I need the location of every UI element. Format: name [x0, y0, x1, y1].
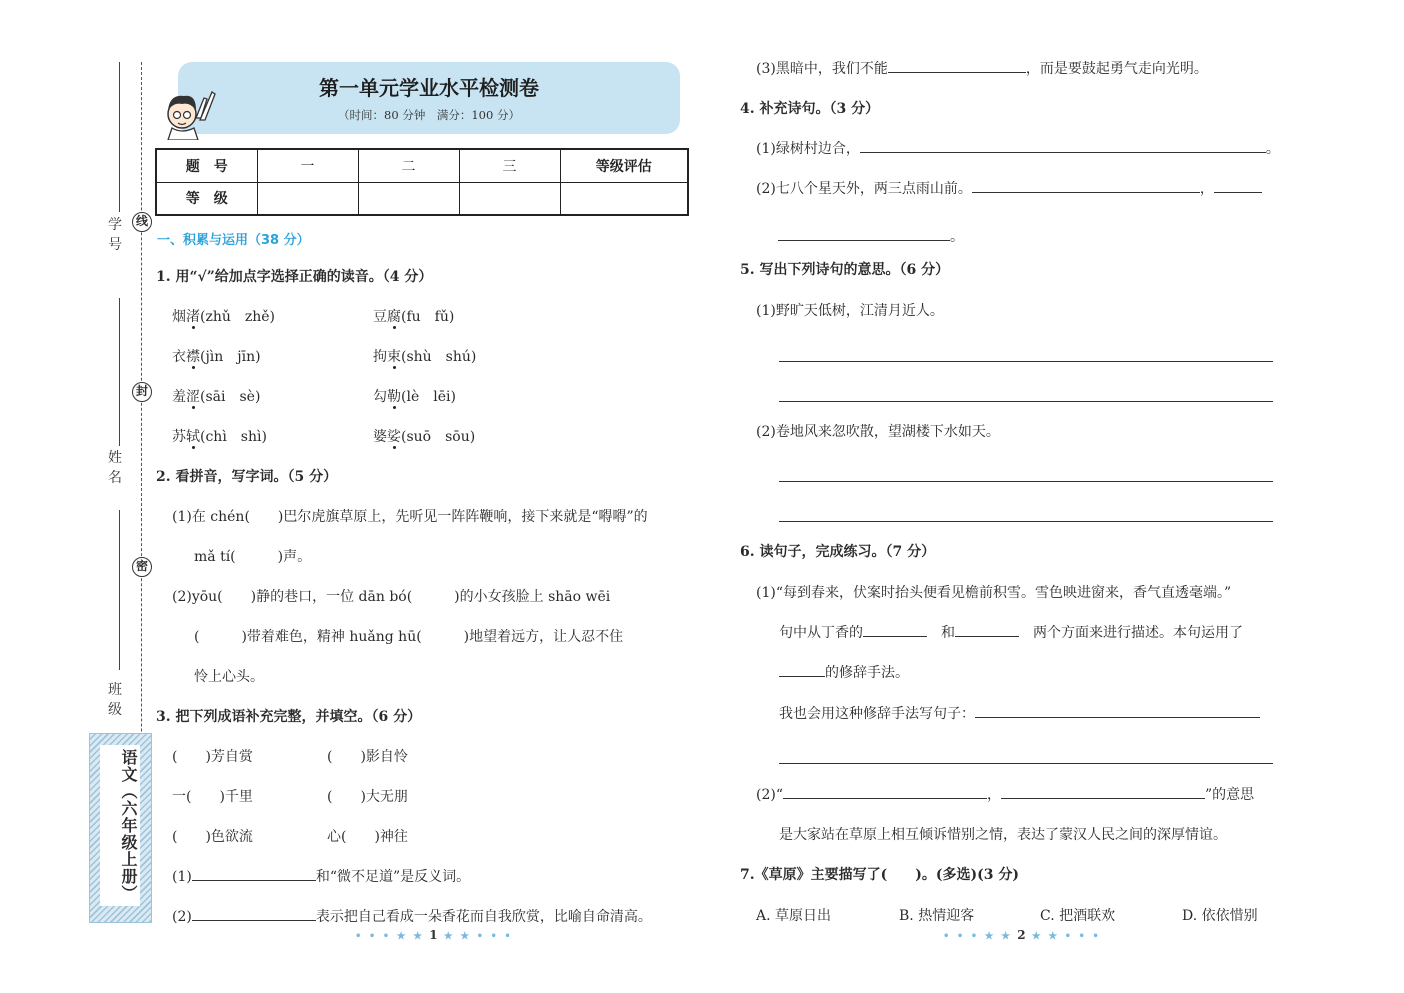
q1-item-pinyin[interactable]: (suō sōu): [401, 429, 476, 445]
q6-text: 的修辞手法。: [825, 665, 909, 681]
q6-text: ，: [987, 787, 1001, 803]
q1-item: [373, 347, 476, 367]
exam-title: 第一单元学业水平检测卷: [319, 76, 539, 100]
q1-item-dotted-char: 勒: [387, 389, 401, 405]
q1-item-char: 羞: [172, 389, 186, 405]
q1-item-dotted-char: 襟: [186, 349, 200, 365]
idiom-item[interactable]: 一( )千里: [172, 789, 253, 805]
q1-item-pinyin[interactable]: (sāi sè): [200, 389, 261, 405]
answer-line[interactable]: [779, 361, 1273, 362]
q1-item: [373, 427, 475, 447]
q1-item-char: 烟: [172, 309, 186, 325]
q1-item-char: 衣: [172, 349, 186, 365]
q4-sub-1: [756, 139, 1280, 159]
q1-item: [373, 307, 454, 327]
q6-text: 和: [941, 625, 955, 641]
q7-option-c[interactable]: C. 把酒联欢: [1040, 908, 1116, 924]
star-decoration: • • • ★ ★: [355, 931, 425, 942]
answer-line[interactable]: [779, 521, 1273, 522]
q1-item: [172, 347, 261, 367]
idiom-item[interactable]: 心( )神往: [327, 829, 408, 845]
question-7-title: 7.《草原》主要描写了( )。(多选)(3 分): [740, 867, 1019, 883]
q1-item-dotted-char: 腐: [387, 309, 401, 325]
grade-table: [155, 148, 689, 216]
q7-option-b[interactable]: B. 热情迎客: [899, 908, 975, 924]
q1-item-pinyin[interactable]: (fu fǔ): [401, 309, 455, 325]
idiom-item[interactable]: ( )芳自赏: [172, 749, 253, 765]
q3-sub-1-number: (1): [172, 869, 192, 885]
question-1-title: 1. 用“√”给加点字选择正确的读音。（4 分）: [156, 269, 433, 285]
q1-item-char: 拘: [373, 349, 387, 365]
q3-sub-3-text: ，而是要鼓起勇气走向光明。: [1025, 61, 1208, 77]
star-decoration: • • • ★ ★: [943, 931, 1013, 942]
section-title: 一、积累与运用（38 分）: [157, 233, 310, 248]
question-6-title: 6. 读句子，完成练习。（7 分）: [740, 544, 936, 560]
name-label: 姓 名: [108, 450, 122, 486]
q1-item-pinyin[interactable]: (shù shú): [401, 349, 477, 365]
page-footer-2: [943, 928, 1101, 942]
q3-sub-1-text: 和“微不足道”是反义词。: [315, 869, 471, 885]
q1-item-pinyin[interactable]: (lè lēi): [401, 389, 456, 405]
answer-blank[interactable]: [783, 785, 987, 799]
q6-text: 我也会用这种修辞手法写句子：: [779, 706, 975, 722]
q6-sub-1-quote: (1)“每到春来，伏案时抬头便看见檐前积雪。雪色映进窗来，香气直透毫端。”: [756, 585, 1232, 601]
grade-input-cell[interactable]: [358, 182, 459, 215]
grade-input-cell[interactable]: [257, 182, 358, 215]
page-number: 1: [429, 928, 439, 942]
question-3-title: 3. 把下列成语补充完整，并填空。（6 分）: [156, 709, 422, 725]
q2-line: (1)在 chén( )巴尔虎旗草原上，先听见一阵阵鞭响，接下来就是“嘚嘚”的: [172, 509, 648, 525]
q1-item-pinyin[interactable]: (jìn jīn): [200, 349, 261, 365]
q3-sub-2: [172, 907, 652, 927]
q1-item-pinyin[interactable]: (zhǔ zhě): [200, 309, 276, 325]
q3-sub-2-text: 表示把自己看成一朵香花而自我欣赏，比喻自命清高。: [315, 909, 652, 925]
q4-sub-2: [756, 179, 1262, 199]
table-cell: 等级评估: [560, 149, 688, 182]
margin-line: [119, 62, 120, 212]
q5-sub-1: (1)野旷天低树，江清月近人。: [756, 303, 944, 319]
q2-line: (2)yōu( )静的巷口，一位 dān bó( )的小女孩脸上 shāo wēi: [172, 589, 611, 605]
q7-option-a[interactable]: A. 草原日出: [756, 908, 832, 924]
answer-blank[interactable]: [192, 907, 316, 921]
q3-sub-2-number: (2): [172, 909, 192, 925]
q5-sub-2: (2)卷地风来忽吹散，望湖楼下水如天。: [756, 424, 1000, 440]
answer-blank[interactable]: [1214, 179, 1262, 193]
answer-line[interactable]: [779, 763, 1273, 764]
q4-sub-2-cont: [778, 227, 964, 247]
q3-sub-3-text: (3)黑暗中，我们不能: [756, 61, 888, 77]
q6-text: ”的意思: [1205, 787, 1255, 803]
margin-line: [119, 510, 120, 670]
q1-item: [172, 307, 275, 327]
grade-input-cell[interactable]: [459, 182, 560, 215]
q4-sub-2-text: (2)七八个星天外，两三点雨山前。: [756, 181, 972, 197]
q6-text: 句中从丁香的: [779, 625, 863, 641]
star-decoration: ★ ★ • • •: [1031, 931, 1101, 942]
q1-item: [172, 387, 260, 407]
q1-item-char: 婆: [373, 429, 387, 445]
answer-blank[interactable]: [975, 704, 1260, 718]
answer-blank[interactable]: [778, 227, 950, 241]
q1-item-dotted-char: 轼: [186, 429, 200, 445]
answer-blank[interactable]: [779, 663, 825, 677]
idiom-item[interactable]: ( )大无朋: [327, 789, 408, 805]
q1-item: [172, 427, 267, 447]
answer-blank[interactable]: [955, 623, 1019, 637]
q6-sub-1-line: [779, 663, 909, 683]
exam-subtitle: （时间：80 分钟 满分：100 分）: [338, 108, 520, 122]
q4-sub-2-comma: ，: [1199, 181, 1214, 197]
question-5-title: 5. 写出下列诗句的意思。（6 分）: [740, 262, 950, 278]
table-cell: 三: [459, 149, 560, 182]
subject-label: 语文（六年级上册）: [100, 745, 140, 906]
q1-item: [373, 387, 456, 407]
q1-item-dotted-char: 娑: [387, 429, 401, 445]
table-cell: 一: [257, 149, 358, 182]
q6-sub-1-line: [779, 623, 1243, 643]
page-number: 2: [1017, 928, 1027, 942]
q2-line: 怜上心头。: [194, 669, 264, 685]
q4-sub-1-end: 。: [1265, 141, 1280, 157]
table-row: [156, 182, 688, 215]
bind-mark-line: 线: [132, 212, 152, 232]
q6-sub-2-line: [756, 785, 1254, 805]
q1-item-char: 勾: [373, 389, 387, 405]
answer-blank[interactable]: [1001, 785, 1205, 799]
q6-sub-2-line: 是大家站在草原上相互倾诉惜别之情，表达了蒙汉人民之间的深厚情谊。: [779, 827, 1227, 843]
table-row: [156, 149, 688, 182]
q2-line: mǎ tí( )声。: [194, 549, 312, 565]
bind-mark-seal: 封: [132, 382, 152, 402]
answer-blank[interactable]: [972, 179, 1200, 193]
q6-text: 两个方面来进行描述。本句运用了: [1033, 625, 1243, 641]
q4-sub-1-text: (1)绿树村边合，: [756, 141, 860, 157]
q4-sub-2-end: 。: [950, 229, 964, 245]
answer-blank[interactable]: [860, 139, 1266, 153]
table-cell: 二: [358, 149, 459, 182]
q1-item-char: 苏: [172, 429, 186, 445]
bind-mark-secret: 密: [132, 557, 152, 577]
idiom-item[interactable]: ( )色欲流: [172, 829, 253, 845]
class-label: 班 级: [108, 682, 122, 718]
q6-sub-1-line: [779, 704, 1260, 724]
answer-line[interactable]: [779, 401, 1273, 402]
q1-item-dotted-char: 渚: [186, 309, 200, 325]
q3-sub-1: [172, 867, 470, 887]
table-cell: 题 号: [156, 149, 257, 182]
question-4-title: 4. 补充诗句。（3 分）: [740, 101, 880, 117]
answer-blank[interactable]: [888, 59, 1026, 73]
idiom-item[interactable]: ( )影自怜: [327, 749, 408, 765]
table-cell: 等 级: [156, 182, 257, 215]
q6-text: (2)“: [756, 787, 783, 803]
q1-item-pinyin[interactable]: (chì shì): [200, 429, 267, 445]
answer-blank[interactable]: [192, 867, 316, 881]
page-footer-1: [355, 928, 513, 942]
answer-line[interactable]: [779, 481, 1273, 482]
q1-item-char: 豆: [373, 309, 387, 325]
margin-line: [119, 298, 120, 446]
answer-blank[interactable]: [863, 623, 927, 637]
q3-sub-3: [756, 59, 1208, 79]
student-number-label: 学 号: [108, 217, 122, 253]
q1-item-dotted-char: 束: [387, 349, 401, 365]
star-decoration: ★ ★ • • •: [443, 931, 513, 942]
q1-item-dotted-char: 涩: [186, 389, 200, 405]
q2-line: ( )带着难色，精神 huǎng hū( )地望着远方，让人忍不住: [194, 629, 624, 645]
grade-input-cell[interactable]: [560, 182, 688, 215]
question-2-title: 2. 看拼音，写字词。（5 分）: [156, 469, 338, 485]
q7-option-d[interactable]: D. 依依惜别: [1182, 908, 1258, 924]
